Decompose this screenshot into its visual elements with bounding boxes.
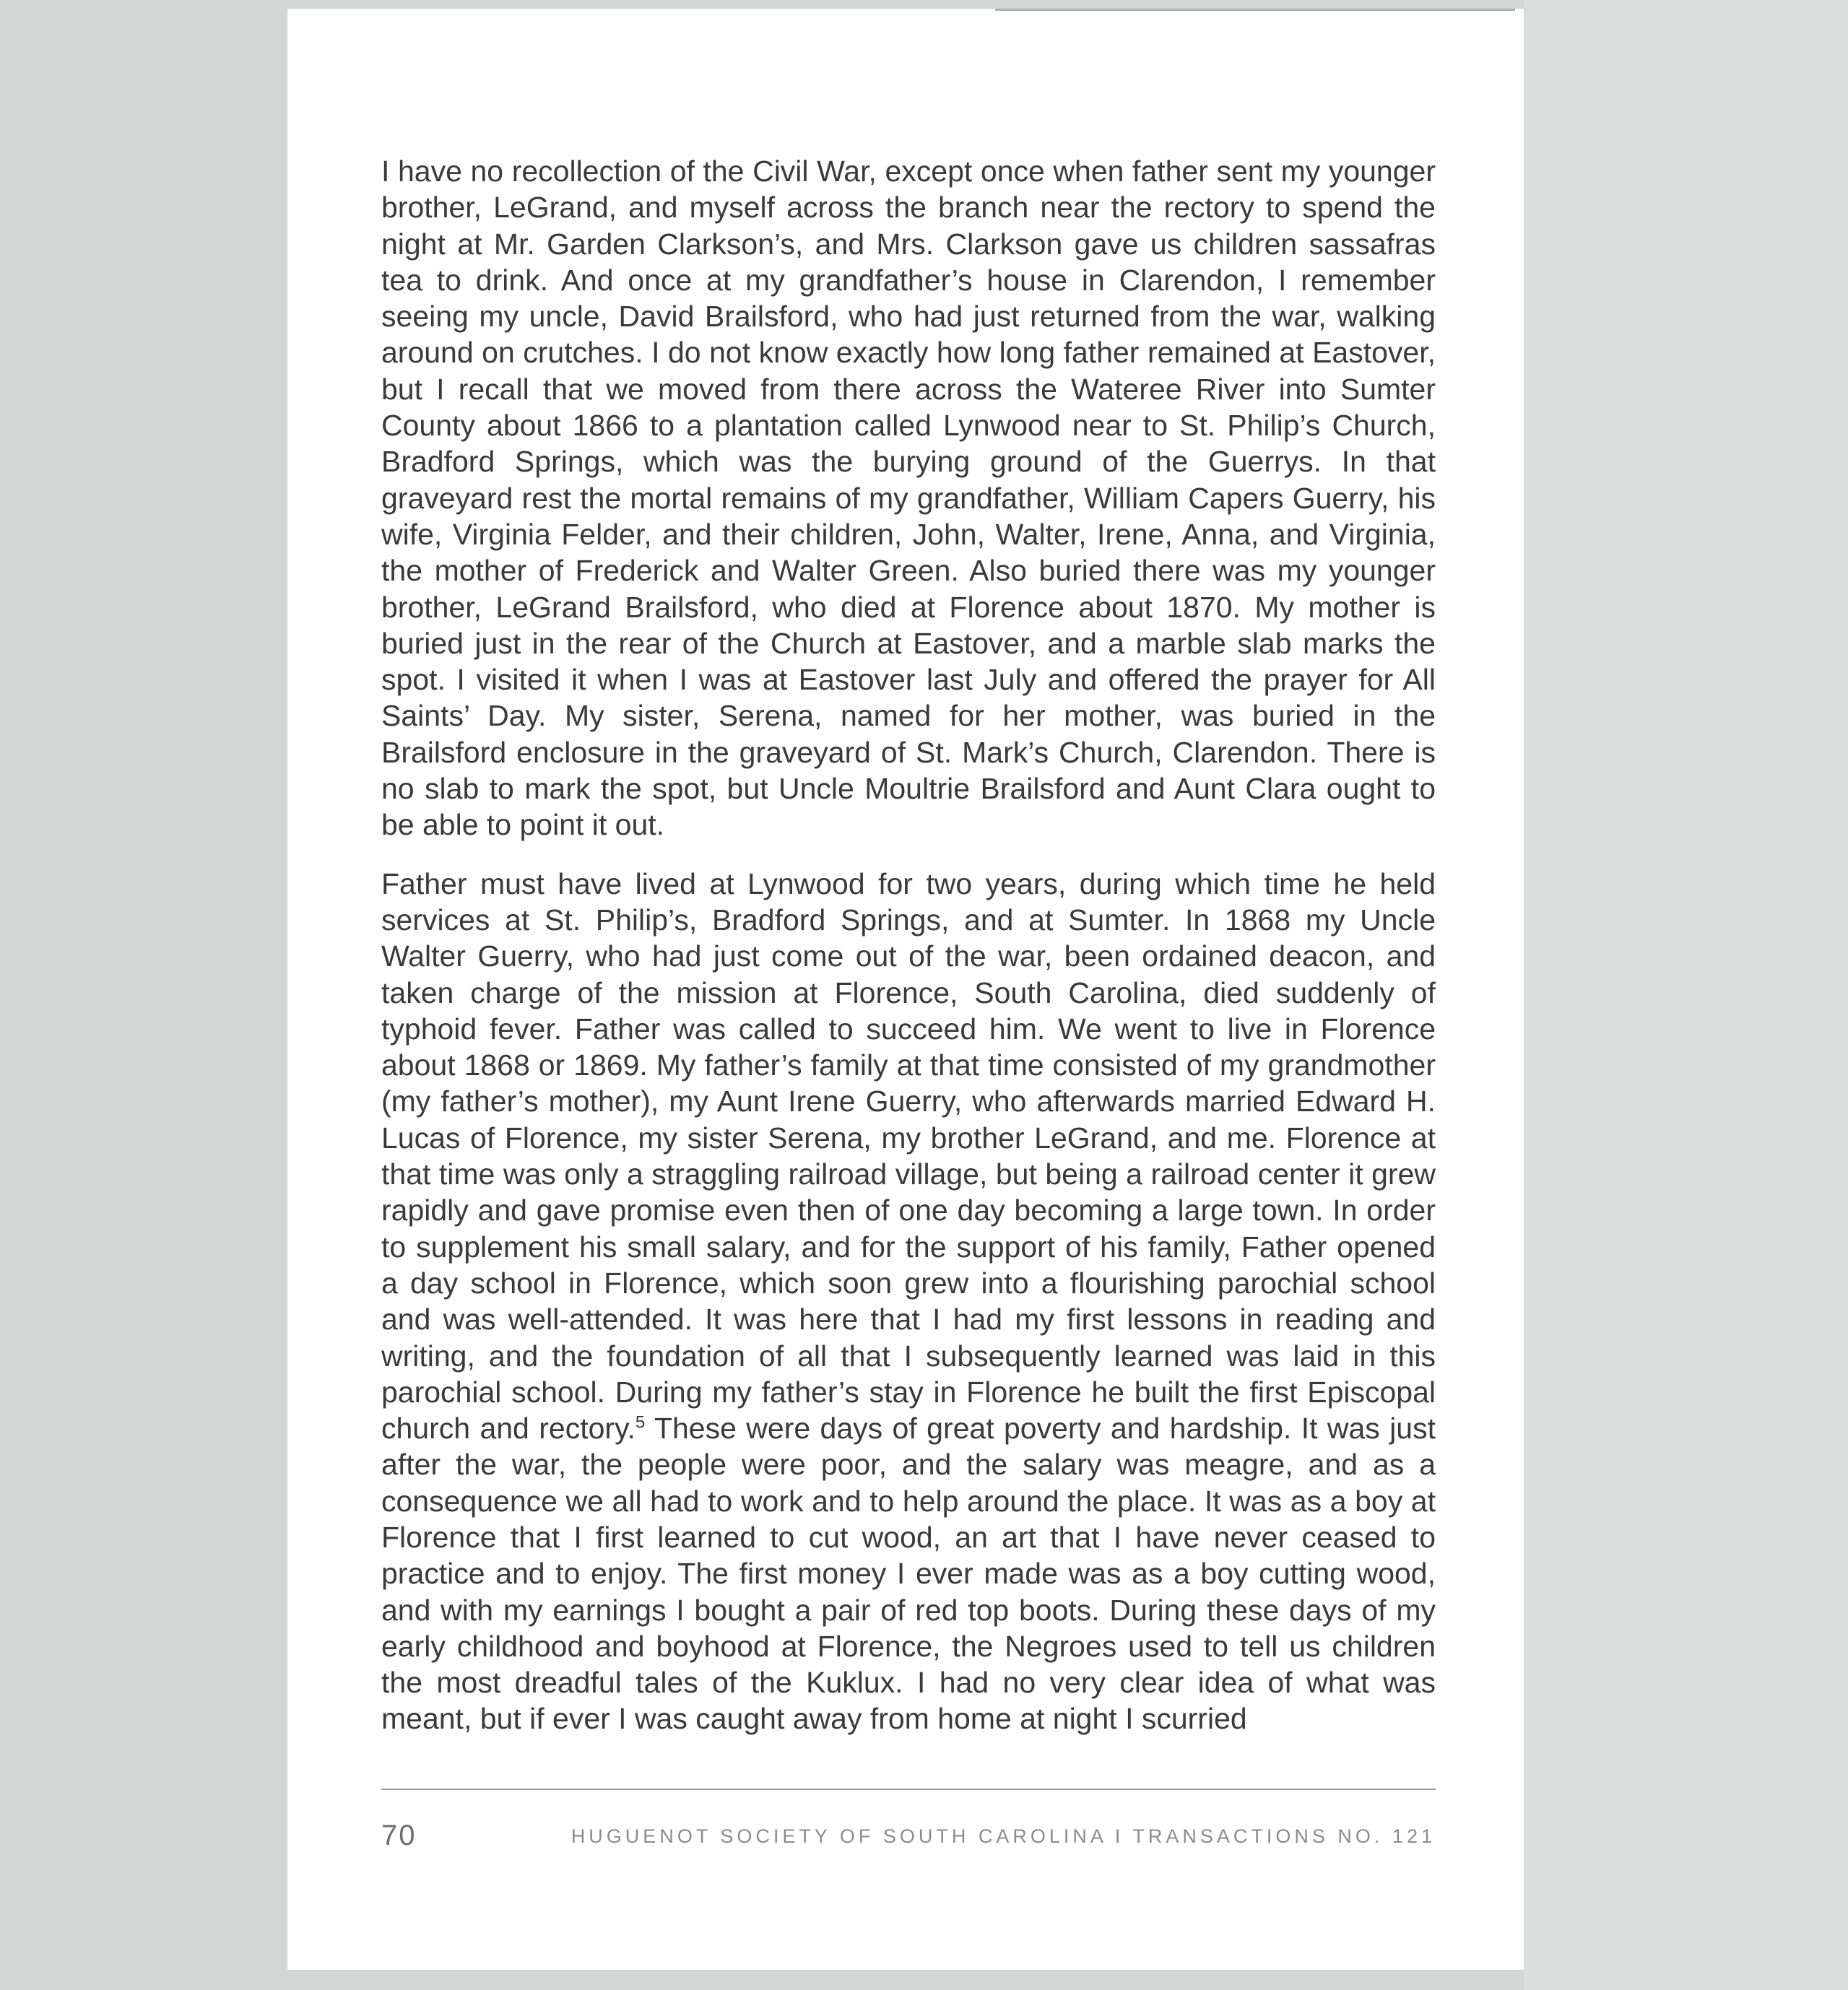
body-text (381, 153, 1436, 1737)
running-footer-title: HUGUENOT SOCIETY OF SOUTH CAROLINA I TRANSACTIONS NO. 121 (571, 1825, 1436, 1847)
page-top-edge (995, 9, 1515, 11)
paragraph-1: I have no recollection of the Civil War, except once when father sent my younger brother, LeGrand, and myself across the branch near the rectory to spend the night at Mr. Garden Clarkson’s, and Mrs. Clarkson gave us children sassafras tea to drink. And once at my grandfather’s house in Clarendon, I remember seeing my uncle, David Brailsford, who had just returned from the war, walking around on crutches. I do not know exactly how long father remained at Eastover, but I recall that we moved from there across the Wateree River into Sumter County about 1866 to a plantation called Lynwood near to St. Philip’s Church, Bradford Springs, which was the burying ground of the Guerrys. In that graveyard rest the mortal remains of my grandfather, William Capers Guerry, his wife, Virginia Felder, and their children, John, Walter, Irene, Anna, and Virginia, the mother of Frederick and Walter Green. Also buried there was my younger brother, LeGrand Brailsford, who died at Florence about 1870. My mother is buried just in the rear of the Church at Eastover, and a marble slab marks the spot. I visited it when I was at Eastover last July and offered the prayer for All Saints’ Day. My sister, Serena, named for her mother, was buried in the Brailsford enclosure in the graveyard of St. Mark’s Church, Clarendon. There is no slab to mark the spot, but Uncle Moultrie Brailsford and Aunt Clara ought to be able to point it out. (381, 155, 1436, 842)
paragraph-2-text-b: These were days of great poverty and hardship. It was just after the war, the people were poor, and the salary was meagre, and as a consequence we all had to work and to help around the place. It was as a boy at Florence that I first learned to cut wood, an art that I have never ceased to practice and to enjoy. The first money I ever made was as a boy cutting wood, and with my earnings I bought a pair of red top boots. During these days of my early childhood and boyhood at Florence, the Negroes used to tell us children the most dreadful tales of the Kuklux. I had no very clear idea of what was meant, but if ever I was caught away from home at night I scurried (381, 1412, 1436, 1736)
footer-divider (381, 1789, 1436, 1790)
page-number: 70 (381, 1820, 417, 1851)
book-page (287, 9, 1524, 1970)
background-band (1524, 0, 1848, 1990)
paragraph-2 (381, 866, 1436, 1737)
paragraph-2-text-a: Father must have lived at Lynwood for two years, during which time he held services at St. Philip’s, Bradford Springs, and at Sumter. In 1868 my Uncle Walter Guerry, who had just come out of the war, been ordained deacon, and taken charge of the mission at Florence, South Carolina, died suddenly of typhoid fever. Father was called to succeed him. We went to live in Florence about 1868 or 1869. My father’s family at that time consisted of my grandmother (my father’s mother), my Aunt Irene Guerry, who afterwards married Edward H. Lucas of Florence, my sister Serena, my brother LeGrand, and me. Florence at that time was only a straggling railroad village, but being a railroad center it grew rapidly and gave promise even then of one day becoming a large town. In order to supplement his small salary, and for the support of his family, Father opened a day school in Florence, which soon grew into a flourishing parochial school and was well-attended. It was here that I had my first lessons in reading and writing, and the foundation of all that I subsequently learned was laid in this parochial school. During my father’s stay in Florence he built the first Episcopal church and rectory. (381, 866, 1436, 1446)
footnote-reference: 5 (635, 1412, 646, 1433)
